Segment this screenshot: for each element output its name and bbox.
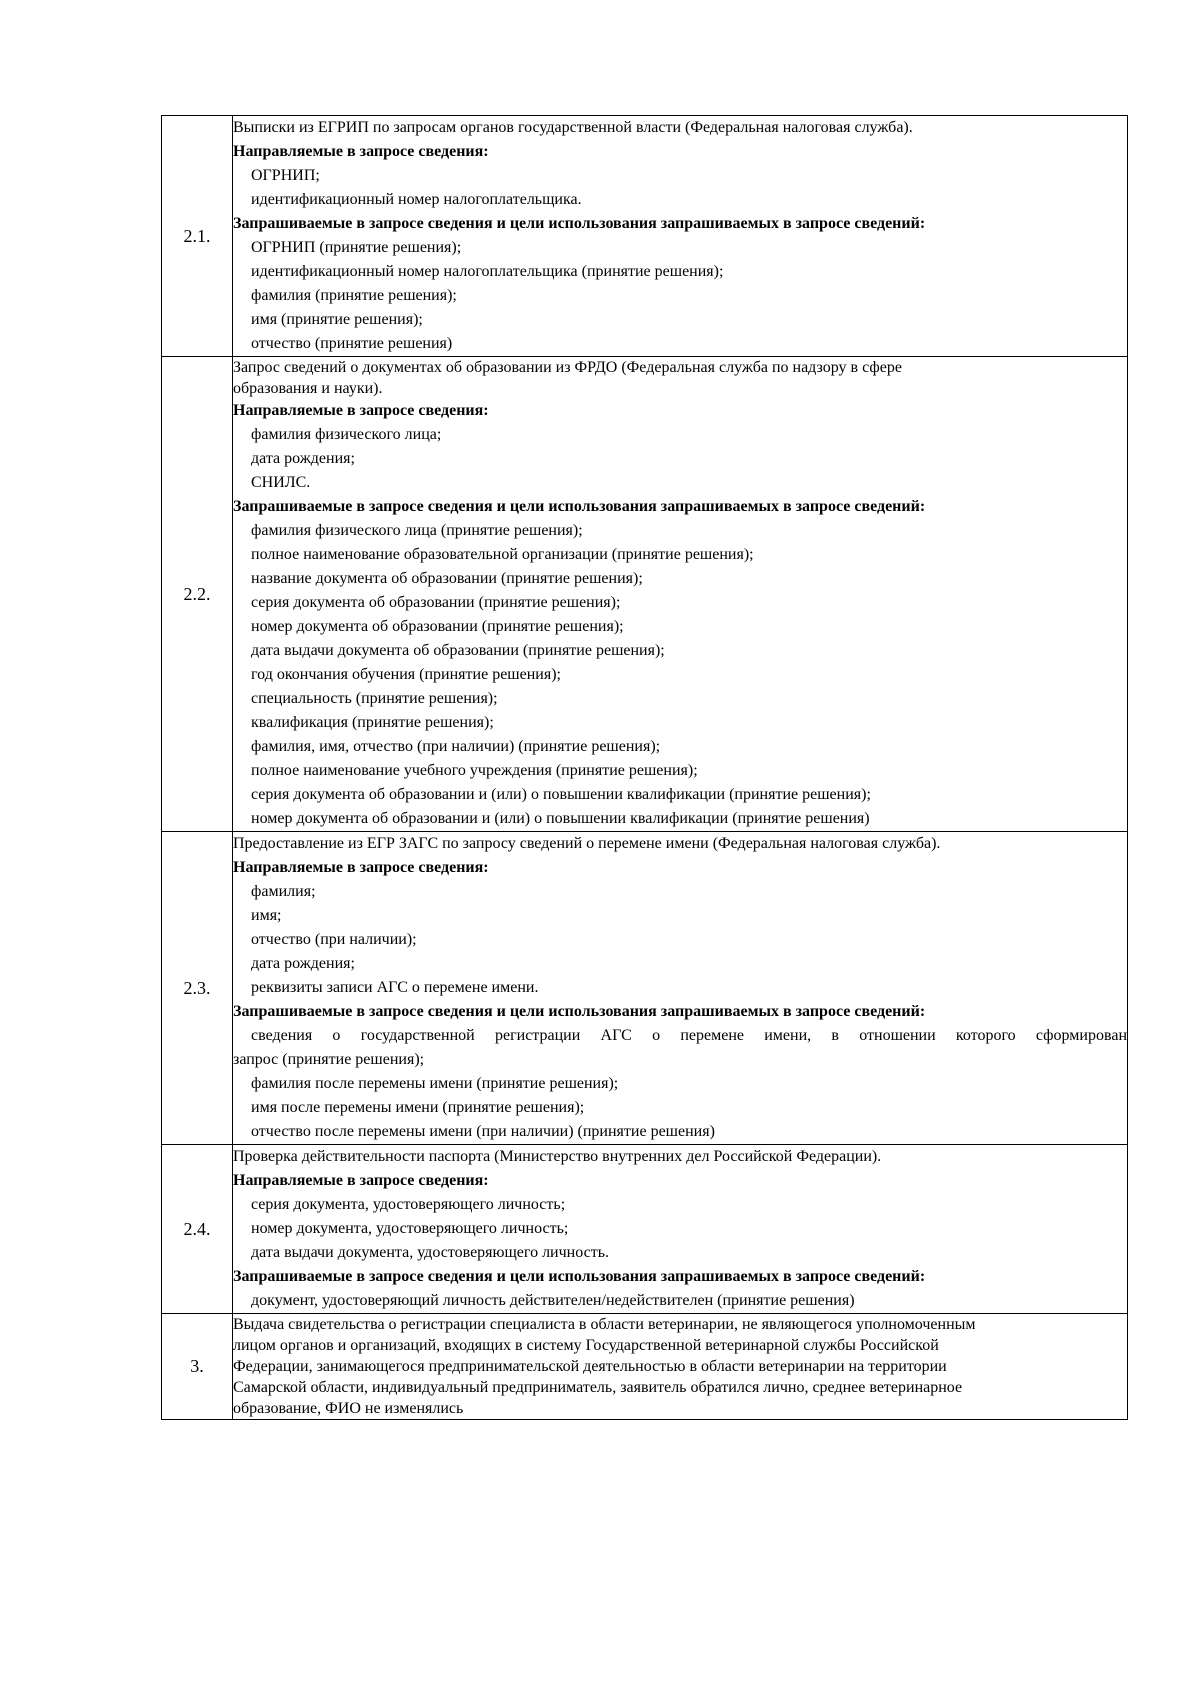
list-item: имя (принятие решения); xyxy=(251,311,423,328)
list-item: отчество (при наличии); xyxy=(251,931,417,948)
list-item: серия документа, удостоверяющего личность; xyxy=(251,1196,566,1213)
service-description-line: Федерации, занимающегося предпринимательской деятельностью в области ветеринарии на территории xyxy=(233,1358,947,1375)
list-item: имя; xyxy=(251,907,282,924)
list-item: фамилия физического лица; xyxy=(251,426,442,443)
list-item: отчество после перемены имени (при наличии) (принятие решения) xyxy=(251,1123,715,1140)
list-item: отчество (принятие решения) xyxy=(251,335,453,352)
list-item: название документа об образовании (принятие решения); xyxy=(251,570,643,587)
list-item: идентификационный номер налогоплательщика. xyxy=(251,191,582,208)
section-title: Выписки из ЕГРИП по запросам органов государственной власти (Федеральная налоговая служба). xyxy=(233,119,913,136)
list-item: специальность (принятие решения); xyxy=(251,690,498,707)
row-number: 2.1. xyxy=(162,116,233,357)
section-title: Проверка действительности паспорта (Министерство внутренних дел Российской Федерации). xyxy=(233,1148,882,1165)
justified-item-line: сведения о государственной регистрации АГС о перемене имени, в отношении которого сформирован xyxy=(251,1027,1127,1044)
list-item: имя после перемены имени (принятие решения); xyxy=(251,1099,585,1116)
item-continuation: запрос (принятие решения); xyxy=(233,1051,425,1068)
list-item: дата выдачи документа об образовании (принятие решения); xyxy=(251,642,665,659)
row-number: 2.3. xyxy=(162,832,233,1145)
row-content xyxy=(233,357,1128,832)
row-content xyxy=(233,832,1128,1145)
list-item: фамилия; xyxy=(251,883,316,900)
list-item: фамилия физического лица (принятие решения); xyxy=(251,522,583,539)
table-row xyxy=(162,116,1128,357)
table-row xyxy=(162,1314,1128,1420)
row-content xyxy=(233,116,1128,357)
list-item: идентификационный номер налогоплательщика (принятие решения); xyxy=(251,263,724,280)
sent-heading: Направляемые в запросе сведения: xyxy=(233,1172,489,1189)
list-item: фамилия (принятие решения); xyxy=(251,287,457,304)
sent-heading: Направляемые в запросе сведения: xyxy=(233,402,489,419)
list-item: реквизиты записи АГС о перемене имени. xyxy=(251,979,539,996)
table-row xyxy=(162,1145,1128,1314)
service-description-line: Выдача свидетельства о регистрации специалиста в области ветеринарии, не являющегося уполномоченным xyxy=(233,1316,976,1333)
list-item: дата рождения; xyxy=(251,955,355,972)
list-item: номер документа об образовании (принятие решения); xyxy=(251,618,624,635)
section-title: Предоставление из ЕГР ЗАГС по запросу сведений о перемене имени (Федеральная налоговая служба). xyxy=(233,835,941,852)
requested-heading: Запрашиваемые в запросе сведения и цели использования запрашиваемых в запросе сведений: xyxy=(233,1268,926,1285)
service-description-line: образование, ФИО не изменялись xyxy=(233,1400,464,1417)
list-item: квалификация (принятие решения); xyxy=(251,714,494,731)
section-title-line: образования и науки). xyxy=(233,380,383,397)
requested-heading: Запрашиваемые в запросе сведения и цели использования запрашиваемых в запросе сведений: xyxy=(233,215,926,232)
list-item: СНИЛС. xyxy=(251,474,311,491)
requested-heading: Запрашиваемые в запросе сведения и цели использования запрашиваемых в запросе сведений: xyxy=(233,498,926,515)
service-description-line: лицом органов и организаций, входящих в систему Государственной ветеринарной службы Российской xyxy=(233,1337,939,1354)
sent-heading: Направляемые в запросе сведения: xyxy=(233,143,489,160)
row-number: 2.2. xyxy=(162,357,233,832)
list-item: полное наименование образовательной организации (принятие решения); xyxy=(251,546,754,563)
list-item: полное наименование учебного учреждения (принятие решения); xyxy=(251,762,698,779)
table-row xyxy=(162,832,1128,1145)
sent-heading: Направляемые в запросе сведения: xyxy=(233,859,489,876)
list-item: год окончания обучения (принятие решения); xyxy=(251,666,561,683)
list-item: номер документа об образовании и (или) о повышении квалификации (принятие решения) xyxy=(251,810,870,827)
services-table xyxy=(161,115,1128,1420)
table-row xyxy=(162,357,1128,832)
requested-heading: Запрашиваемые в запросе сведения и цели использования запрашиваемых в запросе сведений: xyxy=(233,1003,926,1020)
row-content xyxy=(233,1314,1128,1420)
row-content xyxy=(233,1145,1128,1314)
service-description-line: Самарской области, индивидуальный предприниматель, заявитель обратился лично, среднее ветеринарное xyxy=(233,1379,963,1396)
list-item: ОГРНИП; xyxy=(251,167,320,184)
list-item: серия документа об образовании (принятие решения); xyxy=(251,594,621,611)
row-number: 3. xyxy=(162,1314,233,1420)
list-item: дата выдачи документа, удостоверяющего личность. xyxy=(251,1244,610,1261)
list-item: фамилия после перемены имени (принятие решения); xyxy=(251,1075,619,1092)
list-item: номер документа, удостоверяющего личность; xyxy=(251,1220,569,1237)
section-title-line: Запрос сведений о документах об образовании из ФРДО (Федеральная служба по надзору в сфере xyxy=(233,359,902,376)
row-number: 2.4. xyxy=(162,1145,233,1314)
list-item: документ, удостоверяющий личность действителен/недействителен (принятие решения) xyxy=(251,1292,855,1309)
list-item: дата рождения; xyxy=(251,450,355,467)
list-item: фамилия, имя, отчество (при наличии) (принятие решения); xyxy=(251,738,661,755)
list-item: серия документа об образовании и (или) о повышении квалификации (принятие решения); xyxy=(251,786,871,803)
list-item: ОГРНИП (принятие решения); xyxy=(251,239,462,256)
